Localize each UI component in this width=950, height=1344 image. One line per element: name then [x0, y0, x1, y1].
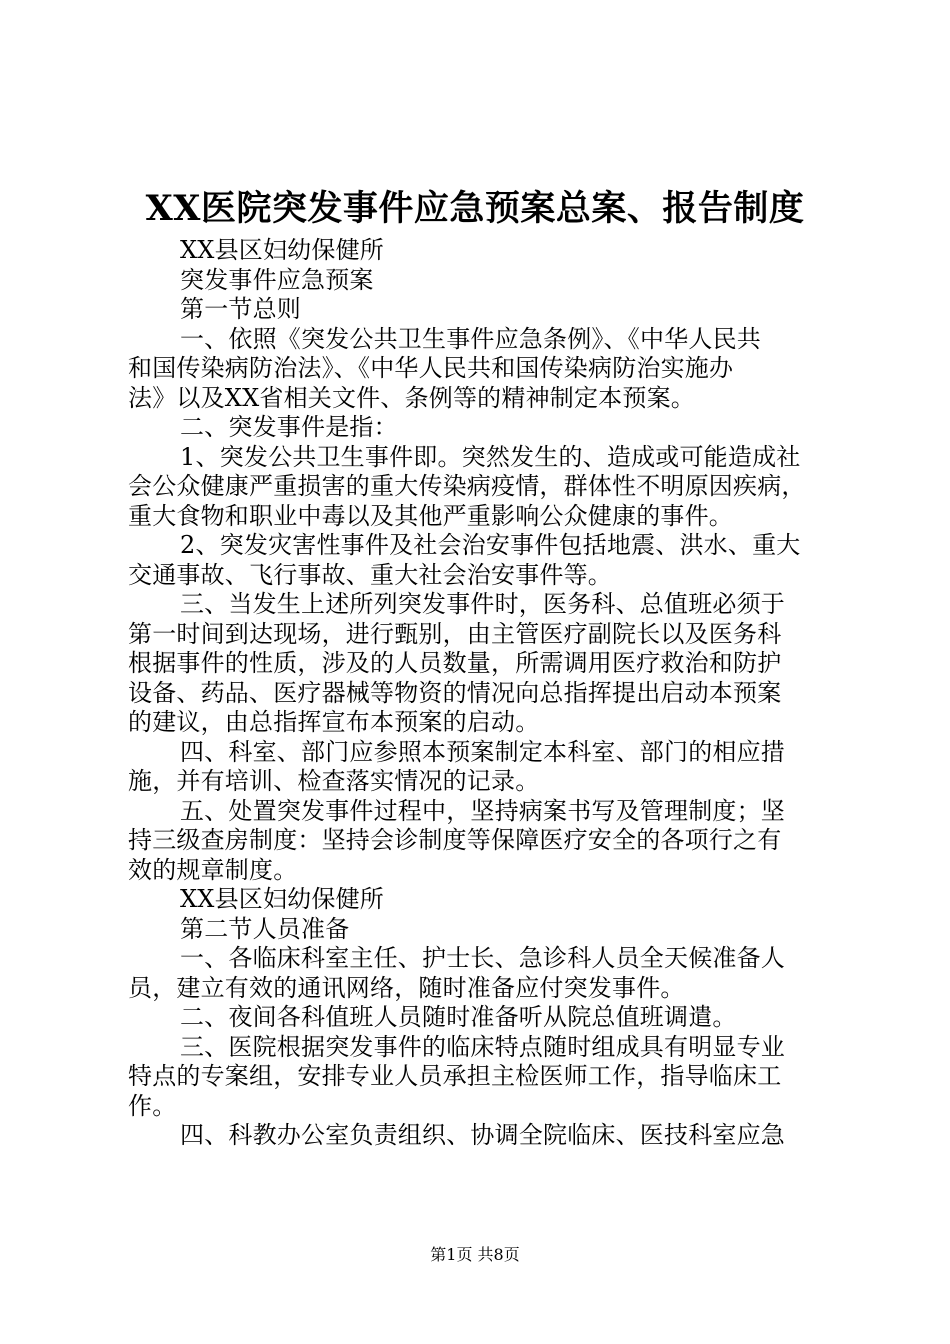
text-line: 作。: [128, 1091, 177, 1120]
text-line: XX县区妇幼保健所: [180, 236, 384, 264]
text-line: 重大食物和职业中毒以及其他严重影响公众健康的事件。: [128, 501, 733, 530]
document-body: [128, 236, 828, 1151]
text-line: 和国传染病防治法》、《中华人民共和国传染病防治实施办: [128, 354, 734, 382]
text-line: 三、医院根据突发事件的临床特点随时组成具有明显专业: [180, 1032, 785, 1061]
text-line: 突发事件应急预案: [180, 265, 374, 294]
text-line: 第一时间到达现场，进行甄别，由主管医疗副院长以及医务科: [128, 619, 782, 648]
text-line: 的建议，由总指挥宣布本预案的启动。: [128, 708, 540, 736]
text-line: 施，并有培训、检查落实情况的记录。: [128, 767, 540, 795]
text-line: 持三级查房制度：坚持会诊制度等保障医疗安全的各项行之有: [128, 826, 782, 854]
text-line: 四、科教办公室负责组织、协调全院临床、医技科室应急: [180, 1121, 785, 1149]
text-line: 设备、药品、医疗器械等物资的情况向总指挥提出启动本预案: [128, 678, 782, 707]
text-line: 五、处置突发事件过程中，坚持病案书写及管理制度；坚: [180, 796, 785, 825]
text-line: 一、各临床科室主任、护士长、急诊科人员全天候准备人: [180, 944, 785, 972]
text-line: 一、依照《突发公共卫生事件应急条例》、《中华人民共: [180, 324, 761, 353]
text-line: 交通事故、飞行事故、重大社会治安事件等。: [128, 560, 612, 589]
text-line: 会公众健康严重损害的重大传染病疫情，群体性不明原因疾病，: [128, 472, 806, 500]
text-line: 效的规章制度。: [128, 855, 298, 884]
document-title: XX医院突发事件应急预案总案、报告制度: [145, 188, 805, 229]
text-line: 特点的专案组，安排专业人员承担主检医师工作，指导临床工: [128, 1062, 782, 1090]
text-line: 员，建立有效的通讯网络，随时准备应付突发事件。: [128, 973, 685, 1002]
text-line: XX县区妇幼保健所: [180, 885, 384, 913]
text-line: 第一节总则: [180, 295, 301, 323]
text-line: 二、夜间各科值班人员随时准备听从院总值班调遣。: [180, 1003, 737, 1031]
text-line: 2、突发灾害性事件及社会治安事件包括地震、洪水、重大: [180, 531, 801, 559]
text-line: 四、科室、部门应参照本预案制定本科室、部门的相应措: [180, 737, 785, 766]
page-footer: 第1页 共8页: [430, 1245, 520, 1264]
text-line: 三、当发生上述所列突发事件时，医务科、总值班必须于: [180, 590, 785, 618]
text-line: 1、突发公共卫生事件即。突然发生的、造成或可能造成社: [180, 442, 801, 471]
text-line: 二、突发事件是指：: [180, 413, 398, 441]
text-line: 法》以及XX省相关文件、条例等的精神制定本预案。: [128, 383, 695, 412]
text-line: 第二节人员准备: [180, 914, 350, 943]
text-line: 根据事件的性质，涉及的人员数量，所需调用医疗救治和防护: [128, 649, 782, 677]
